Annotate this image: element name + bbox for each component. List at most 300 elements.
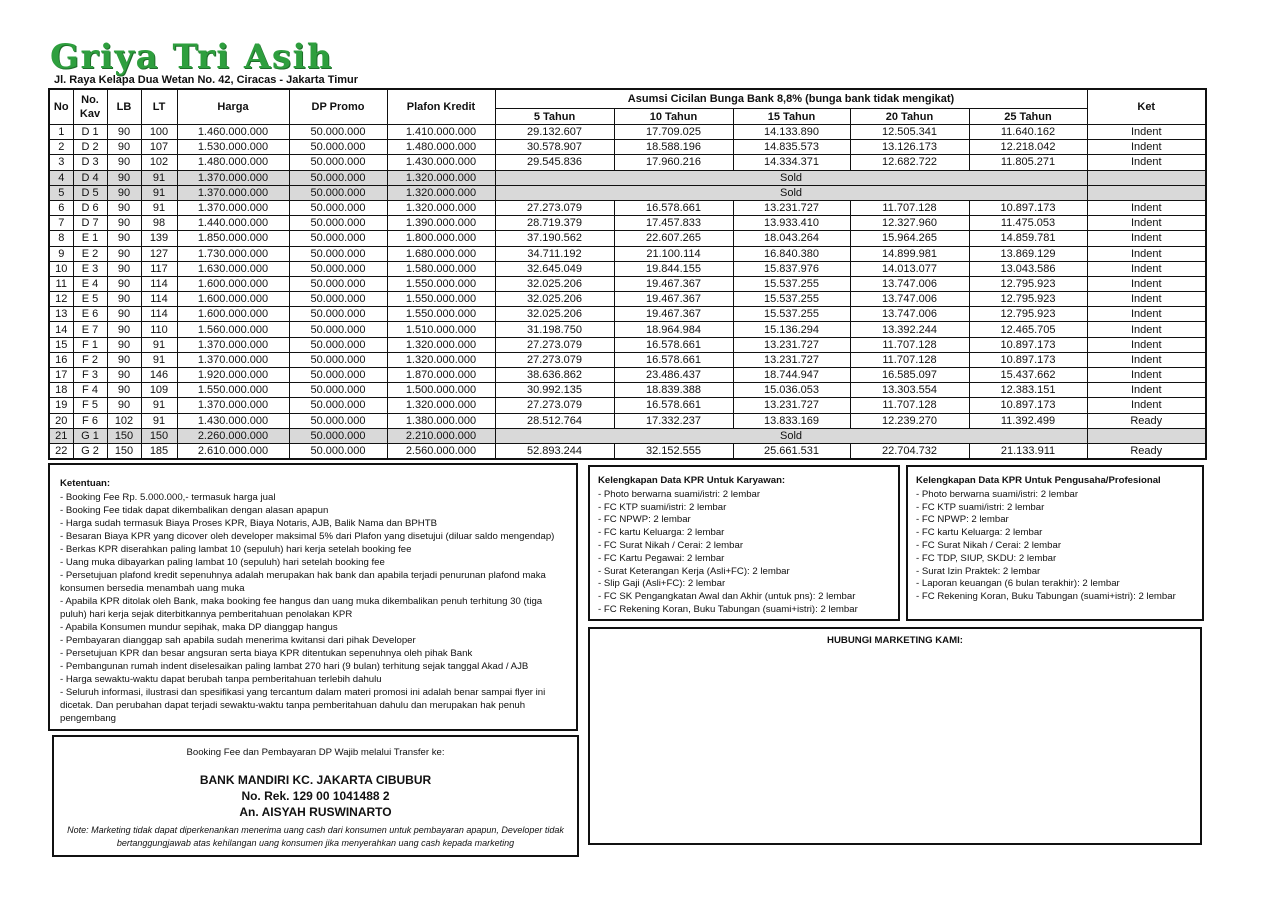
cell-c25: 11.475.053 xyxy=(969,216,1087,231)
cell-dp: 50.000.000 xyxy=(289,352,387,367)
cell-no: 8 xyxy=(49,231,73,246)
cell-harga: 2.610.000.000 xyxy=(177,443,289,459)
header-dp: DP Promo xyxy=(289,89,387,125)
cell-harga: 1.550.000.000 xyxy=(177,383,289,398)
cell-lt: 110 xyxy=(141,322,177,337)
cell-c10: 16.578.661 xyxy=(614,200,733,215)
cell-harga: 1.440.000.000 xyxy=(177,216,289,231)
cell-plafon: 2.560.000.000 xyxy=(387,443,495,459)
cell-kav: G 1 xyxy=(73,428,107,443)
cell-dp: 50.000.000 xyxy=(289,261,387,276)
cell-c10: 23.486.437 xyxy=(614,368,733,383)
cell-ket: Indent xyxy=(1087,246,1206,261)
cell-no: 17 xyxy=(49,368,73,383)
cell-ket: Indent xyxy=(1087,322,1206,337)
cell-kav: F 1 xyxy=(73,337,107,352)
header-year-10: 10 Tahun xyxy=(614,109,733,125)
cell-lb: 90 xyxy=(107,155,141,170)
cell-c25: 15.437.662 xyxy=(969,368,1087,383)
cell-kav: D 1 xyxy=(73,125,107,140)
bank-note: Note: Marketing tidak dapat diperkenankan menerima uang cash dari konsumen untuk pembayaran apapun, Developer tidak bertanggungjawab atas kehilangan uang konsumen jika menyerahkan uang cash kepada marketing xyxy=(67,825,564,848)
cell-plafon: 1.320.000.000 xyxy=(387,200,495,215)
cell-no: 15 xyxy=(49,337,73,352)
cell-c10: 19.467.367 xyxy=(614,276,733,291)
cell-ket: Indent xyxy=(1087,383,1206,398)
list-item: - Apabila KPR ditolak oleh Bank, maka booking fee hangus dan uang muka dikembalikan penuh terhitung 30 (tiga puluh) hari kerja sejak diterbitkannya pemberitahuan penolakan KPR xyxy=(60,596,543,620)
cell-c5: 32.645.049 xyxy=(495,261,614,276)
cell-kav: D 3 xyxy=(73,155,107,170)
cell-c5: 32.025.206 xyxy=(495,292,614,307)
cell-c10: 19.467.367 xyxy=(614,292,733,307)
list-item: - Photo berwarna suami/istri: 2 lembar xyxy=(916,488,1079,500)
list-item: - FC Surat Nikah / Cerai: 2 lembar xyxy=(598,539,744,551)
cell-c15: 15.036.053 xyxy=(733,383,850,398)
cell-kav: D 2 xyxy=(73,140,107,155)
header-lb: LB xyxy=(107,89,141,125)
cell-c20: 13.392.244 xyxy=(850,322,969,337)
cell-c5: 27.273.079 xyxy=(495,337,614,352)
cell-ket: Indent xyxy=(1087,276,1206,291)
cell-c5: 30.992.135 xyxy=(495,383,614,398)
cell-c10: 22.607.265 xyxy=(614,231,733,246)
cell-c5: 31.198.750 xyxy=(495,322,614,337)
cell-ket: Indent xyxy=(1087,307,1206,322)
header-plafon: Plafon Kredit xyxy=(387,89,495,125)
cell-lb: 150 xyxy=(107,443,141,459)
cell-harga: 1.920.000.000 xyxy=(177,368,289,383)
cell-lb: 90 xyxy=(107,200,141,215)
cell-lt: 91 xyxy=(141,398,177,413)
cell-c15: 13.833.169 xyxy=(733,413,850,428)
cell-lb: 90 xyxy=(107,368,141,383)
cell-c20: 13.747.006 xyxy=(850,276,969,291)
cell-dp: 50.000.000 xyxy=(289,398,387,413)
cell-c15: 14.835.573 xyxy=(733,140,850,155)
cell-lt: 91 xyxy=(141,413,177,428)
cell-plafon: 1.680.000.000 xyxy=(387,246,495,261)
cell-c25: 12.218.042 xyxy=(969,140,1087,155)
cell-harga: 1.560.000.000 xyxy=(177,322,289,337)
cell-c5: 27.273.079 xyxy=(495,398,614,413)
cell-lt: 91 xyxy=(141,200,177,215)
cell-lt: 98 xyxy=(141,216,177,231)
cell-kav: E 5 xyxy=(73,292,107,307)
cell-c25: 11.392.499 xyxy=(969,413,1087,428)
cell-c15: 13.933.410 xyxy=(733,216,850,231)
list-item: - Photo berwarna suami/istri: 2 lembar xyxy=(598,488,761,500)
cell-plafon: 1.870.000.000 xyxy=(387,368,495,383)
cell-c5: 27.273.079 xyxy=(495,200,614,215)
cell-c20: 22.704.732 xyxy=(850,443,969,459)
cell-dp: 50.000.000 xyxy=(289,413,387,428)
cell-plafon: 1.320.000.000 xyxy=(387,185,495,200)
cell-lt: 117 xyxy=(141,261,177,276)
cell-c10: 16.578.661 xyxy=(614,398,733,413)
cell-harga: 2.260.000.000 xyxy=(177,428,289,443)
cell-c10: 18.839.388 xyxy=(614,383,733,398)
cell-harga: 1.370.000.000 xyxy=(177,170,289,185)
cell-lt: 91 xyxy=(141,170,177,185)
marketing-contact-box xyxy=(588,627,1202,845)
bank-intro: Booking Fee dan Pembayaran DP Wajib melalui Transfer ke: xyxy=(186,747,445,758)
list-item: - FC KTP suami/istri: 2 lembar xyxy=(598,501,727,513)
cell-plafon: 1.580.000.000 xyxy=(387,261,495,276)
cell-c5: 29.545.836 xyxy=(495,155,614,170)
cell-dp: 50.000.000 xyxy=(289,185,387,200)
cell-c5: 29.132.607 xyxy=(495,125,614,140)
cell-kav: D 5 xyxy=(73,185,107,200)
price-table xyxy=(48,88,1207,460)
cell-dp: 50.000.000 xyxy=(289,276,387,291)
cell-ket: Indent xyxy=(1087,398,1206,413)
terms-list xyxy=(60,491,566,725)
cell-c15: 13.231.727 xyxy=(733,352,850,367)
table-row xyxy=(49,368,1206,383)
cell-ket xyxy=(1087,185,1206,200)
cell-c5: 28.719.379 xyxy=(495,216,614,231)
cell-plafon: 1.800.000.000 xyxy=(387,231,495,246)
cell-c10: 16.578.661 xyxy=(614,352,733,367)
cell-c25: 10.897.173 xyxy=(969,200,1087,215)
table-row xyxy=(49,352,1206,367)
cell-no: 19 xyxy=(49,398,73,413)
cell-c20: 15.964.265 xyxy=(850,231,969,246)
cell-plafon: 1.510.000.000 xyxy=(387,322,495,337)
cell-kav: E 7 xyxy=(73,322,107,337)
cell-c25: 12.383.151 xyxy=(969,383,1087,398)
list-item: - Berkas KPR diserahkan paling lambat 10 (sepuluh) hari kerja setelah booking fee xyxy=(60,544,412,555)
cell-harga: 1.430.000.000 xyxy=(177,413,289,428)
cell-lb: 90 xyxy=(107,170,141,185)
cell-lb: 90 xyxy=(107,185,141,200)
cell-c20: 13.747.006 xyxy=(850,307,969,322)
cell-c25: 12.795.923 xyxy=(969,276,1087,291)
cell-no: 9 xyxy=(49,246,73,261)
cell-lb: 90 xyxy=(107,261,141,276)
cell-kav: F 6 xyxy=(73,413,107,428)
cell-no: 4 xyxy=(49,170,73,185)
cell-no: 7 xyxy=(49,216,73,231)
cell-plafon: 1.430.000.000 xyxy=(387,155,495,170)
cell-c15: 25.661.531 xyxy=(733,443,850,459)
cell-c10: 19.844.155 xyxy=(614,261,733,276)
table-row xyxy=(49,246,1206,261)
cell-no: 11 xyxy=(49,276,73,291)
table-row xyxy=(49,398,1206,413)
cell-dp: 50.000.000 xyxy=(289,140,387,155)
cell-harga: 1.600.000.000 xyxy=(177,307,289,322)
cell-kav: D 4 xyxy=(73,170,107,185)
header-kav-line2: Kav xyxy=(79,108,101,120)
cell-harga: 1.600.000.000 xyxy=(177,292,289,307)
cell-c20: 14.013.077 xyxy=(850,261,969,276)
cell-c15: 15.837.976 xyxy=(733,261,850,276)
cell-lb: 90 xyxy=(107,231,141,246)
list-item: - Pembayaran dianggap sah apabila sudah menerima kwitansi dari pihak Developer xyxy=(60,635,416,646)
table-row xyxy=(49,276,1206,291)
cell-plafon: 1.390.000.000 xyxy=(387,216,495,231)
cell-ket xyxy=(1087,170,1206,185)
header-year-25: 25 Tahun xyxy=(969,109,1087,125)
list-item: - Pembangunan rumah indent diselesaikan paling lambat 270 hari (9 bulan) terhitung sejak tanggal Akad / AJB xyxy=(60,661,529,672)
cell-lt: 102 xyxy=(141,155,177,170)
list-item: - Uang muka dibayarkan paling lambat 10 (sepuluh) hari setelah booking fee xyxy=(60,557,385,568)
cell-dp: 50.000.000 xyxy=(289,216,387,231)
cell-dp: 50.000.000 xyxy=(289,231,387,246)
cell-c25: 21.133.911 xyxy=(969,443,1087,459)
table-row xyxy=(49,216,1206,231)
kpr-karyawan-box xyxy=(588,465,900,621)
kpr-pengusaha-list xyxy=(916,489,1194,604)
cell-harga: 1.480.000.000 xyxy=(177,155,289,170)
cell-c10: 19.467.367 xyxy=(614,307,733,322)
table-row xyxy=(49,185,1206,200)
cell-no: 10 xyxy=(49,261,73,276)
cell-kav: D 7 xyxy=(73,216,107,231)
cell-ket: Ready xyxy=(1087,443,1206,459)
cell-harga: 1.370.000.000 xyxy=(177,352,289,367)
cell-plafon: 1.550.000.000 xyxy=(387,276,495,291)
table-row xyxy=(49,125,1206,140)
cell-c15: 14.133.890 xyxy=(733,125,850,140)
list-item: - FC NPWP: 2 lembar xyxy=(916,514,1009,526)
cell-c10: 21.100.114 xyxy=(614,246,733,261)
cell-lb: 90 xyxy=(107,383,141,398)
cell-dp: 50.000.000 xyxy=(289,125,387,140)
list-item: - Slip Gaji (Asli+FC): 2 lembar xyxy=(598,578,726,590)
cell-lb: 90 xyxy=(107,292,141,307)
cell-c25: 14.859.781 xyxy=(969,231,1087,246)
cell-harga: 1.370.000.000 xyxy=(177,185,289,200)
terms-box xyxy=(48,463,578,731)
cell-dp: 50.000.000 xyxy=(289,307,387,322)
cell-lt: 146 xyxy=(141,368,177,383)
header-kav-line1: No. xyxy=(81,94,99,106)
cell-c25: 12.795.923 xyxy=(969,292,1087,307)
table-row xyxy=(49,307,1206,322)
cell-ket: Indent xyxy=(1087,140,1206,155)
list-item: - FC NPWP: 2 lembar xyxy=(598,514,691,526)
list-item: - Persetujuan KPR dan besar angsuran serta biaya KPR ditentukan sepenuhnya oleh pihak Bank xyxy=(60,648,473,659)
table-row xyxy=(49,413,1206,428)
cell-lt: 150 xyxy=(141,428,177,443)
cell-lb: 90 xyxy=(107,246,141,261)
cell-c15: 14.334.371 xyxy=(733,155,850,170)
cell-plafon: 1.320.000.000 xyxy=(387,352,495,367)
table-row xyxy=(49,383,1206,398)
cell-ket: Indent xyxy=(1087,292,1206,307)
cell-no: 3 xyxy=(49,155,73,170)
cell-c15: 15.136.294 xyxy=(733,322,850,337)
list-item: - Surat Keterangan Kerja (Asli+FC): 2 lembar xyxy=(598,565,790,577)
cell-harga: 1.850.000.000 xyxy=(177,231,289,246)
cell-lt: 107 xyxy=(141,140,177,155)
cell-dp: 50.000.000 xyxy=(289,368,387,383)
cell-harga: 1.600.000.000 xyxy=(177,276,289,291)
header-kav xyxy=(73,89,107,125)
cell-c20: 13.303.554 xyxy=(850,383,969,398)
cell-c25: 13.043.586 xyxy=(969,261,1087,276)
cell-c15: 18.744.947 xyxy=(733,368,850,383)
cell-c5: 32.025.206 xyxy=(495,307,614,322)
list-item: - FC kartu Keluarga: 2 lembar xyxy=(598,527,725,539)
cell-no: 5 xyxy=(49,185,73,200)
cell-ket: Indent xyxy=(1087,216,1206,231)
cell-lb: 90 xyxy=(107,276,141,291)
cell-sold: Sold xyxy=(495,428,1087,443)
cell-c15: 15.537.255 xyxy=(733,276,850,291)
address: Jl. Raya Kelapa Dua Wetan No. 42, Ciracas - Jakarta Timur xyxy=(54,74,359,86)
cell-c15: 13.231.727 xyxy=(733,398,850,413)
marketing-title: HUBUNGI MARKETING KAMI: xyxy=(827,635,963,646)
cell-sold: Sold xyxy=(495,185,1087,200)
cell-c15: 18.043.264 xyxy=(733,231,850,246)
cell-no: 18 xyxy=(49,383,73,398)
table-row xyxy=(49,200,1206,215)
list-item: - FC KTP suami/istri: 2 lembar xyxy=(916,501,1045,513)
cell-c25: 12.795.923 xyxy=(969,307,1087,322)
price-table-body xyxy=(49,125,1206,460)
cell-dp: 50.000.000 xyxy=(289,246,387,261)
cell-c15: 15.537.255 xyxy=(733,292,850,307)
list-item: - Booking Fee Rp. 5.000.000,- termasuk harga jual xyxy=(60,492,276,503)
list-item: - Persetujuan plafond kredit sepenuhnya adalah merupakan hak bank dan apabila terjadi penurunan plafond maka konsumen bersedia menambah uang muka xyxy=(60,570,546,594)
header-harga: Harga xyxy=(177,89,289,125)
header-asumsi: Asumsi Cicilan Bunga Bank 8,8% (bunga bank tidak mengikat) xyxy=(495,89,1087,109)
cell-ket: Indent xyxy=(1087,368,1206,383)
cell-c15: 15.537.255 xyxy=(733,307,850,322)
cell-kav: G 2 xyxy=(73,443,107,459)
cell-no: 21 xyxy=(49,428,73,443)
cell-c20: 13.747.006 xyxy=(850,292,969,307)
cell-ket: Indent xyxy=(1087,155,1206,170)
header-year-20: 20 Tahun xyxy=(850,109,969,125)
cell-c15: 16.840.380 xyxy=(733,246,850,261)
cell-c5: 38.636.862 xyxy=(495,368,614,383)
cell-kav: D 6 xyxy=(73,200,107,215)
bank-transfer-box xyxy=(52,735,579,857)
cell-plafon: 1.410.000.000 xyxy=(387,125,495,140)
cell-c20: 11.707.128 xyxy=(850,398,969,413)
cell-c20: 12.682.722 xyxy=(850,155,969,170)
cell-c25: 11.640.162 xyxy=(969,125,1087,140)
cell-kav: E 3 xyxy=(73,261,107,276)
list-item: - Laporan keuangan (6 bulan terakhir): 2 lembar xyxy=(916,578,1120,590)
kpr-karyawan-list xyxy=(598,489,890,617)
cell-kav: F 2 xyxy=(73,352,107,367)
cell-lt: 114 xyxy=(141,292,177,307)
cell-c20: 12.327.960 xyxy=(850,216,969,231)
cell-c5: 37.190.562 xyxy=(495,231,614,246)
kpr-pengusaha-box xyxy=(906,465,1204,621)
brand-logo: Griya Tri Asih xyxy=(50,37,334,77)
cell-ket: Indent xyxy=(1087,200,1206,215)
bank-name: BANK MANDIRI KC. JAKARTA CIBUBUR xyxy=(199,773,432,787)
cell-lt: 127 xyxy=(141,246,177,261)
cell-c10: 18.964.984 xyxy=(614,322,733,337)
cell-harga: 1.370.000.000 xyxy=(177,200,289,215)
list-item: - FC Surat Nikah / Cerai: 2 lembar xyxy=(916,539,1062,551)
cell-c25: 10.897.173 xyxy=(969,398,1087,413)
kpr-pengusaha-title: Kelengkapan Data KPR Untuk Pengusaha/Profesional xyxy=(916,475,1161,486)
cell-c20: 11.707.128 xyxy=(850,200,969,215)
table-row xyxy=(49,170,1206,185)
cell-c5: 27.273.079 xyxy=(495,352,614,367)
table-row xyxy=(49,428,1206,443)
list-item: - Harga sudah termasuk Biaya Proses KPR, Biaya Notaris, AJB, Balik Nama dan BPHTB xyxy=(60,518,437,529)
cell-no: 14 xyxy=(49,322,73,337)
cell-harga: 1.370.000.000 xyxy=(177,398,289,413)
list-item: - Seluruh informasi, ilustrasi dan spesifikasi yang tercantum dalam materi promosi ini adalah benar sampai flyer ini dicetak. Dan perubahan dapat terjadi sewaktu-waktu tanpa pemberitahuan dahulu dan merupakan hak penuh pengembang xyxy=(60,687,546,724)
cell-c5: 52.893.244 xyxy=(495,443,614,459)
cell-plafon: 1.380.000.000 xyxy=(387,413,495,428)
cell-no: 6 xyxy=(49,200,73,215)
cell-plafon: 1.550.000.000 xyxy=(387,292,495,307)
list-item: - Apabila Konsumen mundur sepihak, maka DP dianggap hangus xyxy=(60,622,338,633)
cell-plafon: 1.320.000.000 xyxy=(387,337,495,352)
table-row xyxy=(49,337,1206,352)
cell-ket: Indent xyxy=(1087,125,1206,140)
cell-no: 16 xyxy=(49,352,73,367)
cell-lb: 102 xyxy=(107,413,141,428)
cell-plafon: 1.550.000.000 xyxy=(387,307,495,322)
cell-no: 13 xyxy=(49,307,73,322)
cell-c10: 17.332.237 xyxy=(614,413,733,428)
bank-holder: An. AISYAH RUSWINARTO xyxy=(239,805,392,819)
list-item: - FC TDP, SIUP, SKDU: 2 lembar xyxy=(916,552,1057,564)
cell-dp: 50.000.000 xyxy=(289,443,387,459)
cell-c10: 17.457.833 xyxy=(614,216,733,231)
cell-c10: 17.709.025 xyxy=(614,125,733,140)
cell-c20: 11.707.128 xyxy=(850,352,969,367)
cell-dp: 50.000.000 xyxy=(289,383,387,398)
cell-lb: 90 xyxy=(107,337,141,352)
cell-kav: F 5 xyxy=(73,398,107,413)
cell-kav: E 6 xyxy=(73,307,107,322)
kpr-karyawan-title: Kelengkapan Data KPR Untuk Karyawan: xyxy=(598,475,786,486)
cell-c20: 12.239.270 xyxy=(850,413,969,428)
cell-c15: 13.231.727 xyxy=(733,337,850,352)
cell-ket xyxy=(1087,428,1206,443)
cell-ket: Indent xyxy=(1087,231,1206,246)
cell-c20: 14.899.981 xyxy=(850,246,969,261)
cell-no: 22 xyxy=(49,443,73,459)
cell-no: 20 xyxy=(49,413,73,428)
cell-harga: 1.460.000.000 xyxy=(177,125,289,140)
table-row xyxy=(49,292,1206,307)
cell-c15: 13.231.727 xyxy=(733,200,850,215)
cell-c20: 16.585.097 xyxy=(850,368,969,383)
cell-c5: 30.578.907 xyxy=(495,140,614,155)
cell-lt: 139 xyxy=(141,231,177,246)
cell-dp: 50.000.000 xyxy=(289,322,387,337)
cell-lt: 114 xyxy=(141,307,177,322)
terms-title: Ketentuan: xyxy=(60,478,111,489)
cell-c20: 11.707.128 xyxy=(850,337,969,352)
cell-plafon: 1.320.000.000 xyxy=(387,398,495,413)
cell-c25: 11.805.271 xyxy=(969,155,1087,170)
table-row xyxy=(49,261,1206,276)
cell-lt: 185 xyxy=(141,443,177,459)
cell-lb: 90 xyxy=(107,140,141,155)
cell-plafon: 2.210.000.000 xyxy=(387,428,495,443)
header-ket: Ket xyxy=(1087,89,1206,125)
cell-lt: 100 xyxy=(141,125,177,140)
cell-harga: 1.530.000.000 xyxy=(177,140,289,155)
cell-plafon: 1.480.000.000 xyxy=(387,140,495,155)
cell-lt: 109 xyxy=(141,383,177,398)
cell-ket: Ready xyxy=(1087,413,1206,428)
